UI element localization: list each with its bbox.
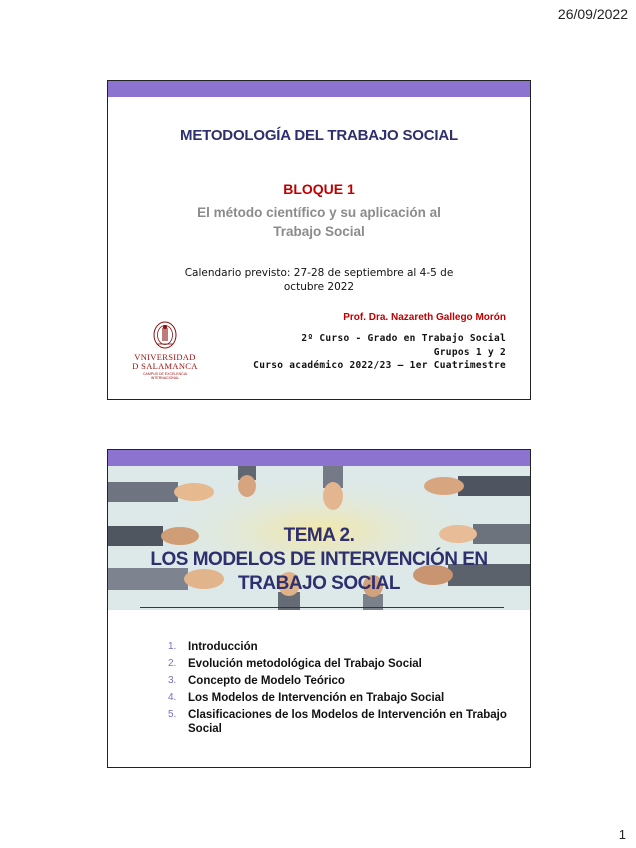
topic-title-line-3: TRABAJO SOCIAL <box>238 573 400 594</box>
subtitle-line-2: Trabajo Social <box>273 224 365 239</box>
list-number: 4. <box>168 692 177 703</box>
course-title: METODOLOGÍA DEL TRABAJO SOCIAL <box>180 127 458 144</box>
bloque-label: BLOQUE 1 <box>283 181 355 197</box>
list-item <box>168 674 510 688</box>
list-number: 2. <box>168 658 177 669</box>
logo-text-1: VNIVERSIDAD <box>134 352 196 362</box>
professor-name: Prof. Dra. Nazareth Gallego Morón <box>343 312 506 323</box>
list-number: 5. <box>168 709 177 720</box>
list-number: 3. <box>168 675 177 686</box>
list-item <box>168 657 510 671</box>
slide-2 <box>107 449 531 768</box>
slide-header-bar <box>108 450 530 466</box>
list-item <box>168 708 510 736</box>
info-line-1: 2º Curso - Grado en Trabajo Social <box>301 333 506 344</box>
list-item-label: Los Modelos de Intervención en Trabajo Social <box>188 692 445 704</box>
print-date: 26/09/2022 <box>557 6 628 22</box>
slide-header-bar <box>108 81 530 97</box>
topic-outline-list <box>168 640 510 739</box>
logo-text-2: D SALAMANCA <box>132 361 198 371</box>
university-crest-icon <box>152 321 178 349</box>
info-line-2: Grupos 1 y 2 <box>433 346 506 358</box>
bloque-subtitle <box>148 203 490 241</box>
topic-title-line-1: TEMA 2. <box>283 525 355 546</box>
list-item-label: Introducción <box>188 641 258 653</box>
info-line-3: Curso académico 2022/23 – 1er Cuatrimestre <box>253 360 506 371</box>
title-underline <box>140 607 504 608</box>
page-number: 1 <box>618 827 626 842</box>
list-item-label: Clasificaciones de los Modelos de Intervención en Trabajo Social <box>188 709 507 735</box>
subtitle-line-1: El método científico y su aplicación al <box>197 205 441 220</box>
logo-text-3: CAMPUS DE EXCELENCIA INTERNACIONAL <box>143 372 187 380</box>
course-info <box>253 332 506 373</box>
list-item-label: Evolución metodológica del Trabajo Social <box>188 658 422 670</box>
list-number: 1. <box>168 641 177 652</box>
calendar-line-2: octubre 2022 <box>283 281 355 293</box>
topic-title-line-2: LOS MODELOS DE INTERVENCIÓN EN <box>150 549 488 570</box>
topic-title <box>108 524 530 596</box>
calendar-text <box>168 266 470 294</box>
slide-1 <box>107 80 531 400</box>
university-logo <box>130 321 200 381</box>
list-item <box>168 691 510 705</box>
calendar-line-1: Calendario previsto: 27-28 de septiembre al 4-5 de <box>184 267 454 279</box>
list-item-label: Concepto de Modelo Teórico <box>188 675 345 687</box>
list-item <box>168 640 510 654</box>
